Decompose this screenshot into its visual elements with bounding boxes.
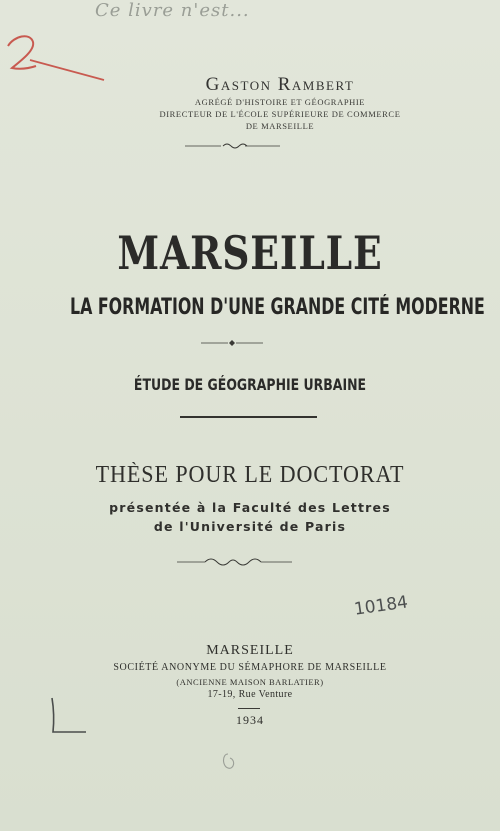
author-affiliation-line: AGRÉGÉ D'HISTOIRE ET GÉOGRAPHIE bbox=[194, 97, 366, 107]
small-ornament-rule bbox=[185, 140, 280, 152]
book-title: MARSEILLE bbox=[117, 226, 383, 280]
section-rule bbox=[180, 416, 317, 418]
imprint-dash bbox=[238, 708, 260, 709]
imprint-city: MARSEILLE bbox=[206, 643, 294, 658]
pencil-annotation: Ce livre n'est... bbox=[95, 0, 250, 21]
imprint-address: 17-19, Rue Venture bbox=[207, 689, 293, 700]
author-name: Gaston Rambert bbox=[205, 74, 355, 95]
author-affiliation-line: DE MARSEILLE bbox=[245, 121, 315, 131]
pencil-corner-mark bbox=[44, 696, 92, 738]
university-line: de l'Université de Paris bbox=[153, 519, 347, 534]
presentation-line: présentée à la Faculté des Lettres bbox=[109, 500, 391, 515]
library-stamp-number: 10184 bbox=[352, 592, 410, 620]
pencil-loop-mark bbox=[214, 748, 244, 778]
thesis-heading: THÈSE POUR LE DOCTORAT bbox=[95, 462, 405, 488]
red-pencil-mark bbox=[0, 18, 110, 88]
imprint-publisher: SOCIÉTÉ ANONYME DU SÉMAPHORE DE MARSEILLE bbox=[113, 662, 387, 673]
scroll-ornament-rule bbox=[177, 555, 292, 569]
author-affiliation-line: DIRECTEUR DE L'ÉCOLE SUPÉRIEURE DE COMMERCE bbox=[159, 109, 401, 119]
study-subtitle: ÉTUDE DE GÉOGRAPHIE URBAINE bbox=[133, 375, 367, 394]
diamond-ornament-rule bbox=[201, 338, 263, 348]
imprint-former-name: (ANCIENNE MAISON BARLATIER) bbox=[176, 677, 324, 687]
imprint-year: 1934 bbox=[236, 713, 264, 727]
book-subtitle: LA FORMATION D'UNE GRANDE CITÉ MODERNE bbox=[70, 295, 485, 320]
